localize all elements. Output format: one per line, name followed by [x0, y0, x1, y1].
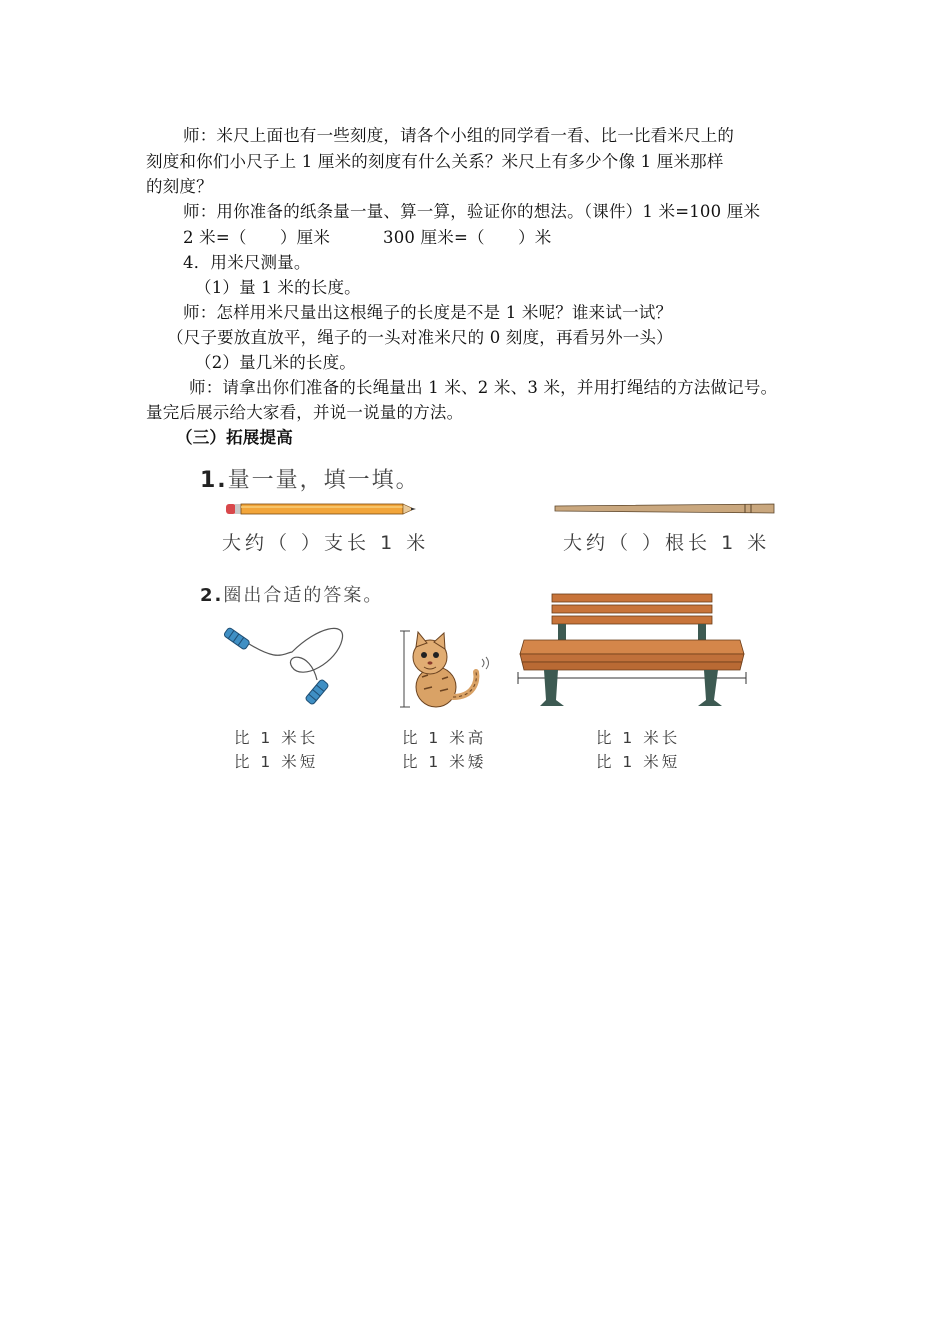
cat-option-shorter[interactable]: 比 1 米矮: [402, 753, 487, 771]
paragraph-6: （尺子要放直放平，绳子的一头对准米尺的 0 刻度，再看另外一头）: [167, 328, 673, 347]
step-4-heading: 4．用米尺测量。: [183, 253, 311, 272]
paragraph-5: 师：怎样用米尺量出这根绳子的长度是不是 1 米呢？谁来试一试？: [183, 303, 673, 322]
step-4-2: （2）量几米的长度。: [195, 353, 356, 372]
bench-icon: [518, 588, 746, 710]
exercise-1-caption-left: 大约（ ）支长 1 米: [222, 532, 430, 554]
paragraph-8-line-1: 师：请拿出你们准备的长绳量出 1 米、2 米、3 米，并用打绳结的方法做记号。: [189, 378, 778, 397]
paragraph-8-line-2: 量完后展示给大家看，并说一说量的方法。: [146, 403, 464, 422]
paragraph-1-line-3: 的刻度？: [146, 177, 213, 196]
step-4-1: （1）量 1 米的长度。: [195, 278, 361, 297]
cat-icon: [398, 627, 496, 712]
conversion-2m: 2 米=（ ）厘米: [183, 228, 331, 247]
bench-options: [596, 726, 680, 774]
section-3-heading: （三）拓展提高: [176, 428, 293, 447]
exercise-1-caption-right: 大约（ ）根长 1 米: [563, 532, 771, 554]
cat-option-taller[interactable]: 比 1 米高: [402, 729, 487, 747]
bench-option-shorter[interactable]: 比 1 米短: [596, 753, 681, 771]
rope-option-longer[interactable]: 比 1 米长: [234, 729, 319, 747]
exercise-2-title: 2.圈出合适的答案。: [200, 585, 384, 606]
rope-option-shorter[interactable]: 比 1 米短: [234, 753, 319, 771]
cat-options: [402, 726, 486, 774]
paragraph-1-line-2: 刻度和你们小尺子上 1 厘米的刻度有什么关系？米尺上有多少个像 1 厘米那样: [146, 152, 724, 171]
paragraph-2-line-1: 师：用你准备的纸条量一量、算一算，验证你的想法。（课件）1 米=100 厘米: [183, 202, 761, 221]
conversion-300cm: 300 厘米=（ ）米: [383, 228, 552, 247]
pencil-icon: [226, 502, 418, 516]
bench-option-longer[interactable]: 比 1 米长: [596, 729, 681, 747]
exercise-1-title: 1.量一量，填一填。: [200, 468, 420, 493]
paragraph-1-line-1: 师：米尺上面也有一些刻度，请各个小组的同学看一看、比一比看米尺上的: [183, 126, 735, 145]
chopstick-icon: [555, 503, 777, 515]
jump-rope-icon: [222, 622, 352, 712]
rope-options: [234, 726, 318, 774]
